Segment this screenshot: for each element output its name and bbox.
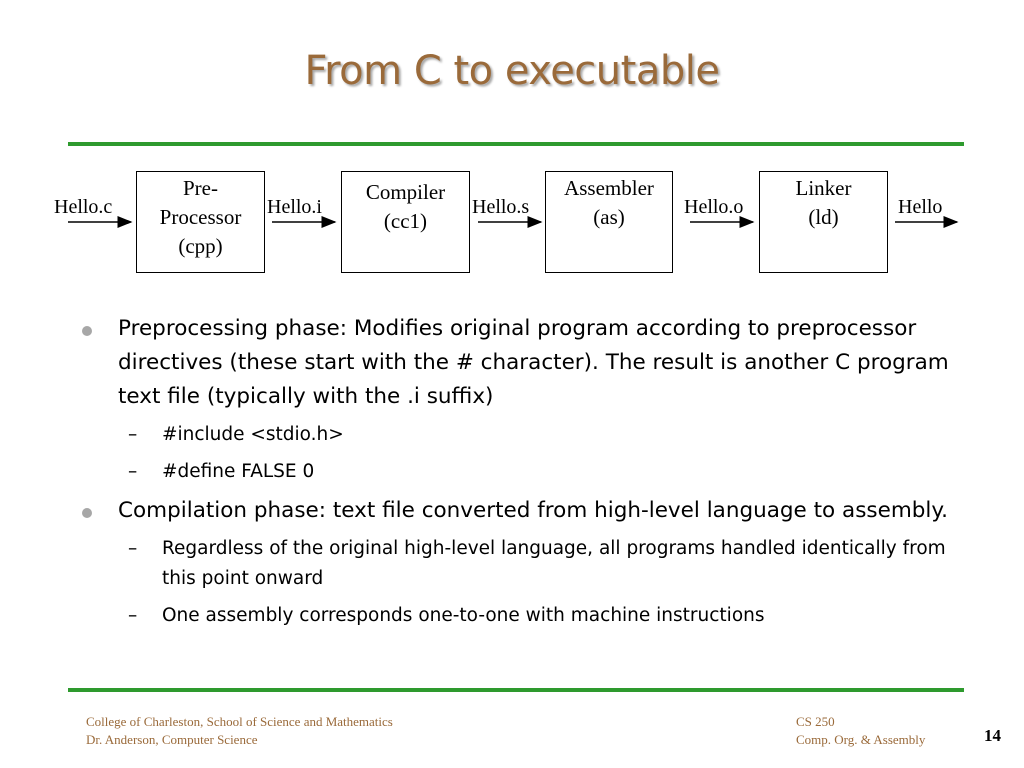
footer-author: Dr. Anderson, Computer Science <box>86 732 258 747</box>
dash-icon: – <box>128 424 138 445</box>
sub-bullet <box>80 420 960 450</box>
dash-icon: – <box>128 538 138 559</box>
sub-bullet-text: #include <stdio.h> <box>162 424 344 445</box>
dash-icon: – <box>128 605 138 626</box>
stage-preprocessor <box>136 171 265 273</box>
sub-bullet <box>80 601 960 631</box>
stage-linker <box>759 171 888 273</box>
file-label-hello-i: Hello.i <box>267 196 322 218</box>
bullet-preprocessing <box>80 312 960 414</box>
stage-label-line: (as) <box>593 205 625 229</box>
file-label-hello: Hello <box>898 196 943 218</box>
bullet-dot-icon <box>82 508 92 518</box>
sub-bullet-text: Regardless of the original high-level language, all programs handled identically from this point onward <box>162 538 946 589</box>
sub-bullet <box>80 534 960 594</box>
footer-course-name: Comp. Org. & Assembly <box>796 732 926 747</box>
bullet-text: Compilation phase: text file converted from high-level language to assembly. <box>118 498 948 523</box>
bullet-compilation <box>80 494 960 528</box>
slide-title: From C to executable <box>304 48 720 94</box>
footer-right <box>796 713 925 749</box>
stage-label-line: (cc1) <box>383 209 428 233</box>
stage-label-line: (cpp) <box>178 234 223 258</box>
dash-icon: – <box>128 461 138 482</box>
stage-label-line: Assembler <box>564 176 654 200</box>
stage-assembler <box>545 171 673 273</box>
bottom-divider <box>68 688 964 692</box>
sub-bullet <box>80 457 960 487</box>
sub-bullet-text: #define FALSE 0 <box>162 461 315 482</box>
bullet-text: Preprocessing phase: Modifies original program according to preprocessor directives (these start with the # character). The result is another C program text file (typically with the .i suffix) <box>118 316 949 409</box>
stage-label-line: Linker <box>795 176 852 200</box>
stage-label-line: Pre- <box>183 176 218 200</box>
file-label-hello-s: Hello.s <box>472 196 530 218</box>
stage-label-line: Compiler <box>365 180 446 204</box>
page-number: 14 <box>984 726 1001 745</box>
footer-institution: College of Charleston, School of Science and Mathematics <box>86 714 393 729</box>
file-label-hello-c: Hello.c <box>54 196 113 218</box>
bullet-dot-icon <box>82 326 92 336</box>
footer-course: CS 250 <box>796 714 835 729</box>
bullet-list <box>80 312 960 638</box>
stage-label-line: Processor <box>159 205 242 229</box>
sub-bullet-text: One assembly corresponds one-to-one with machine instructions <box>162 605 765 626</box>
stage-label-line: (ld) <box>808 205 839 229</box>
footer-left <box>86 713 393 749</box>
file-label-hello-o: Hello.o <box>684 196 744 218</box>
stage-compiler <box>341 171 470 273</box>
